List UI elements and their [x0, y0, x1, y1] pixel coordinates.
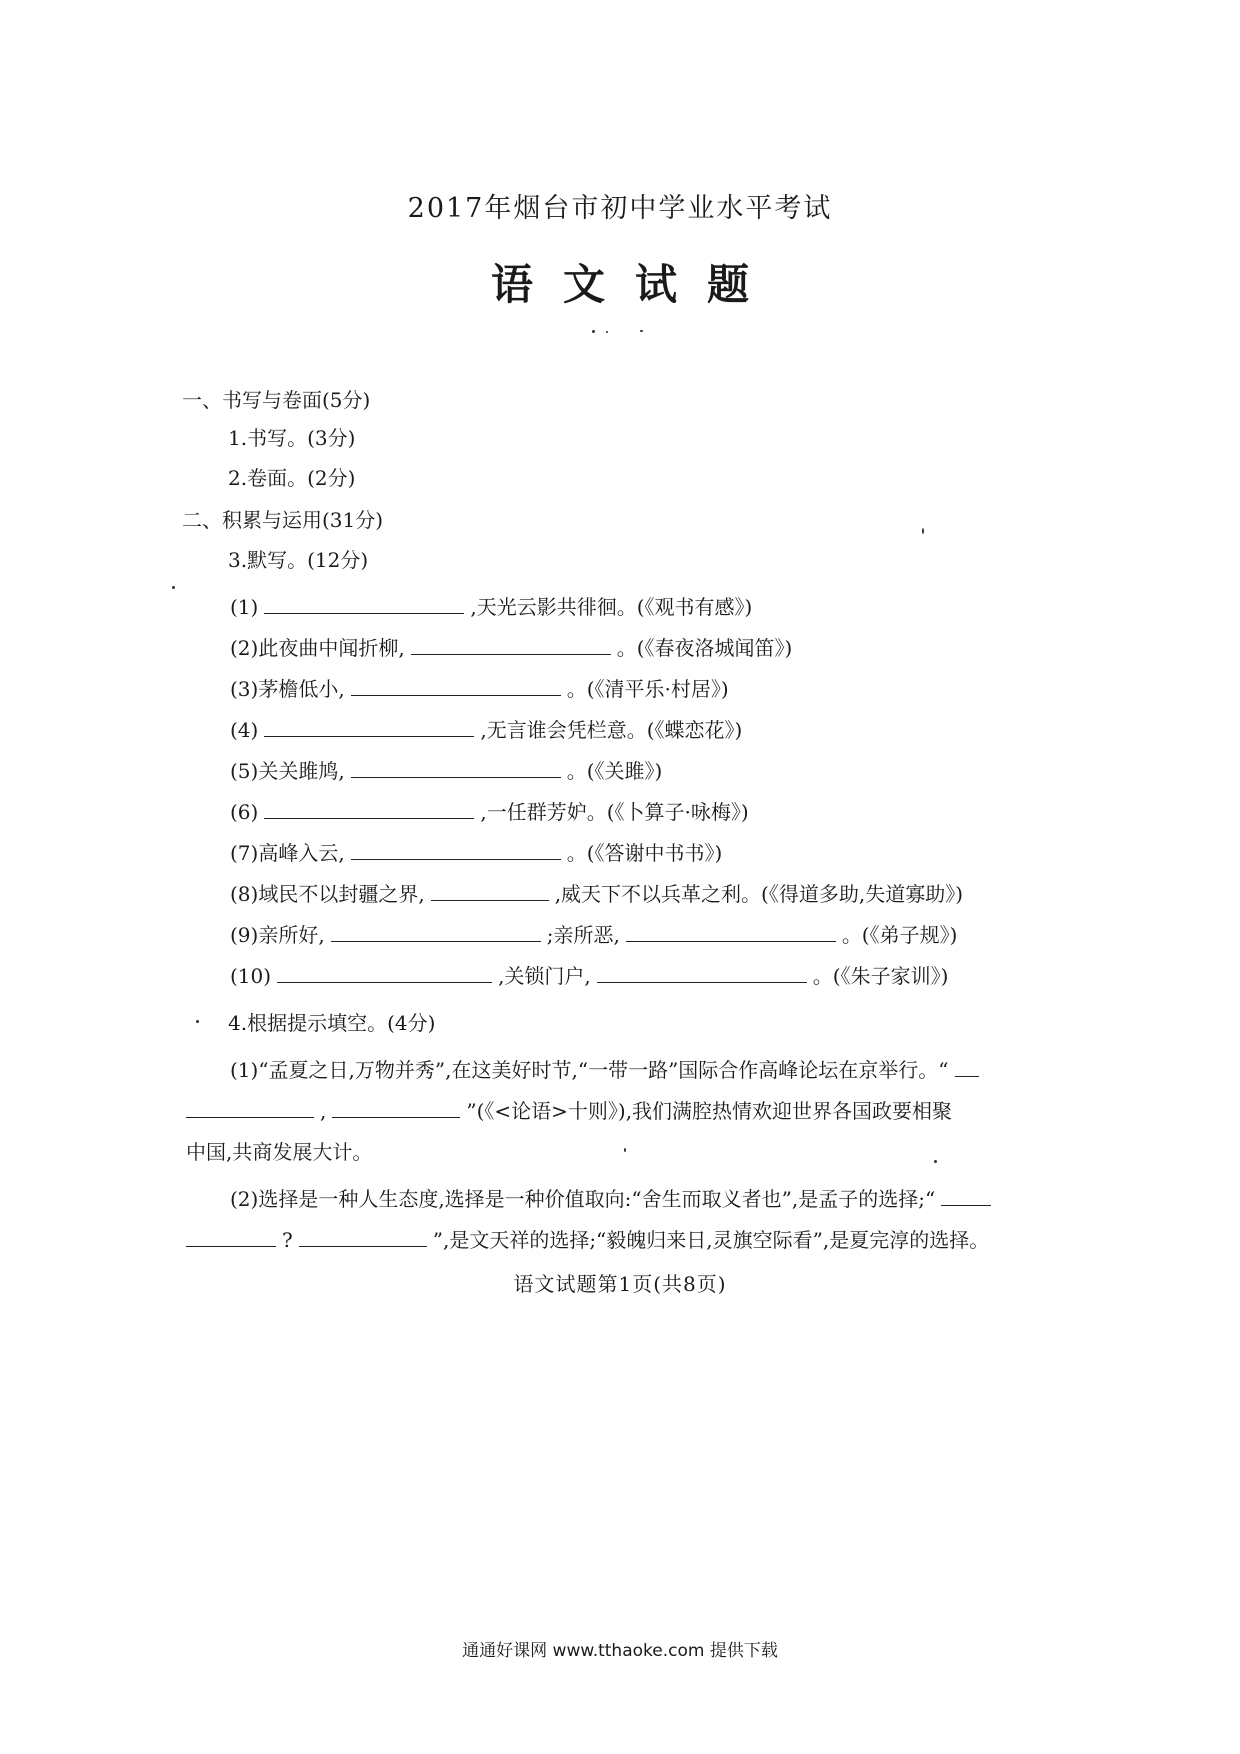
item-text: 。(《清平乐·村居》) [566, 677, 729, 701]
item-text: 亲所好, [258, 923, 325, 947]
item-number: (1) [230, 595, 259, 619]
answer-blank[interactable] [351, 759, 561, 778]
item-text: ,无言谁会凭栏意。(《蝶恋花》) [480, 718, 743, 742]
item-text: ,天光云影共徘徊。(《观书有感》) [470, 595, 753, 619]
scan-speck [624, 1148, 626, 1152]
item-text: 域民不以封疆之界, [258, 882, 425, 906]
item-number: (4) [230, 718, 259, 742]
answer-blank[interactable] [351, 677, 561, 696]
scan-speck [172, 586, 175, 589]
item-number: (9) [230, 923, 259, 947]
answer-blank[interactable] [264, 718, 474, 737]
scan-speck [196, 1020, 199, 1023]
item-text: 。(《答谢中书书》) [566, 841, 723, 865]
fill-item-2-line-1 [230, 1185, 997, 1213]
answer-blank[interactable] [186, 1099, 314, 1118]
fill-item-2-line-2 [186, 1226, 989, 1254]
item-text: ”(《<论语>十则》),我们满腔热情欢迎世界各国政要相聚 [466, 1099, 953, 1123]
answer-blank[interactable] [331, 923, 541, 942]
dictation-item-4 [230, 716, 742, 744]
item-number: (6) [230, 800, 259, 824]
answer-blank[interactable] [332, 1099, 460, 1118]
item-number: (8) [230, 882, 259, 906]
dictation-item-5 [230, 757, 662, 785]
dictation-item-9 [230, 921, 957, 949]
item-text: 。(《朱子家训》) [812, 964, 949, 988]
item-text: ? [282, 1228, 293, 1252]
dictation-item-1 [230, 593, 752, 621]
scan-speck [934, 1160, 937, 1163]
item-text: 。(《关雎》) [566, 759, 663, 783]
dictation-item-6 [230, 798, 749, 826]
item-text: (1)“孟夏之日,万物并秀”,在这美好时节,“一带一路”国际合作高峰论坛在京举行。“ [230, 1058, 949, 1082]
dictation-item-7 [230, 839, 722, 867]
answer-blank[interactable] [299, 1228, 427, 1247]
answer-blank[interactable] [351, 841, 561, 860]
dictation-item-2 [230, 634, 792, 662]
item-number: (3) [230, 677, 259, 701]
item-number: (7) [230, 841, 259, 865]
item-text: 高峰入云, [258, 841, 345, 865]
page-number-footer: 语文试题第1页(共8页) [513, 1272, 727, 1296]
question-2: 2.卷面。(2分) [228, 466, 356, 490]
answer-blank[interactable] [264, 800, 474, 819]
item-text: 。(《弟子规》) [841, 923, 958, 947]
scan-speck [592, 330, 595, 333]
item-text: 茅檐低小, [258, 677, 345, 701]
answer-blank[interactable] [941, 1187, 991, 1206]
item-text: ”,是文天祥的选择;“毅魄归来日,灵旗空际看”,是夏完淳的选择。 [432, 1228, 990, 1252]
answer-blank[interactable] [626, 923, 836, 942]
dictation-item-8 [230, 880, 963, 908]
dictation-item-3 [230, 675, 729, 703]
download-source-note: 通通好课网 www.tthaoke.com 提供下载 [462, 1641, 778, 1661]
item-text: ,威天下不以兵革之利。(《得道多助,失道寡助》) [554, 882, 964, 906]
answer-blank[interactable] [277, 964, 492, 983]
question-1: 1.书写。(3分) [228, 426, 356, 450]
item-number: (5) [230, 759, 259, 783]
fill-item-1-line-1 [230, 1056, 985, 1084]
scan-speck [640, 330, 643, 332]
subject-title: 语文试题 [490, 260, 779, 309]
section-2-title: 二、积累与运用(31分) [182, 508, 384, 532]
question-4-title: 4.根据提示填空。(4分) [228, 1011, 436, 1035]
item-number: (10) [230, 964, 272, 988]
answer-blank[interactable] [597, 964, 807, 983]
fill-item-1-line-3: 中国,共商发展大计。 [186, 1140, 373, 1164]
scan-speck [606, 331, 608, 333]
item-number: (2) [230, 636, 259, 660]
exam-title: 2017年烟台市初中学业水平考试 [407, 193, 833, 224]
answer-blank[interactable] [411, 636, 611, 655]
answer-blank[interactable] [186, 1228, 276, 1247]
item-text: , [320, 1099, 327, 1123]
scan-speck [922, 528, 924, 534]
question-3: 3.默写。(12分) [228, 548, 369, 572]
item-text: 关关雎鸠, [258, 759, 345, 783]
answer-blank[interactable] [264, 595, 464, 614]
fill-item-1-line-2 [186, 1097, 952, 1125]
answer-blank[interactable] [955, 1058, 979, 1077]
item-text: ;亲所恶, [546, 923, 620, 947]
section-1-title: 一、书写与卷面(5分) [182, 388, 371, 412]
dictation-item-10 [230, 962, 948, 990]
item-text: 。(《春夜洛城闻笛》) [616, 636, 793, 660]
item-text: (2)选择是一种人生态度,选择是一种价值取向:“舍生而取义者也”,是孟子的选择;“ [230, 1187, 936, 1211]
item-text: ,关锁门户, [498, 964, 591, 988]
item-text: ,一任群芳妒。(《卜算子·咏梅》) [480, 800, 749, 824]
item-text: 此夜曲中闻折柳, [258, 636, 405, 660]
answer-blank[interactable] [431, 882, 549, 901]
